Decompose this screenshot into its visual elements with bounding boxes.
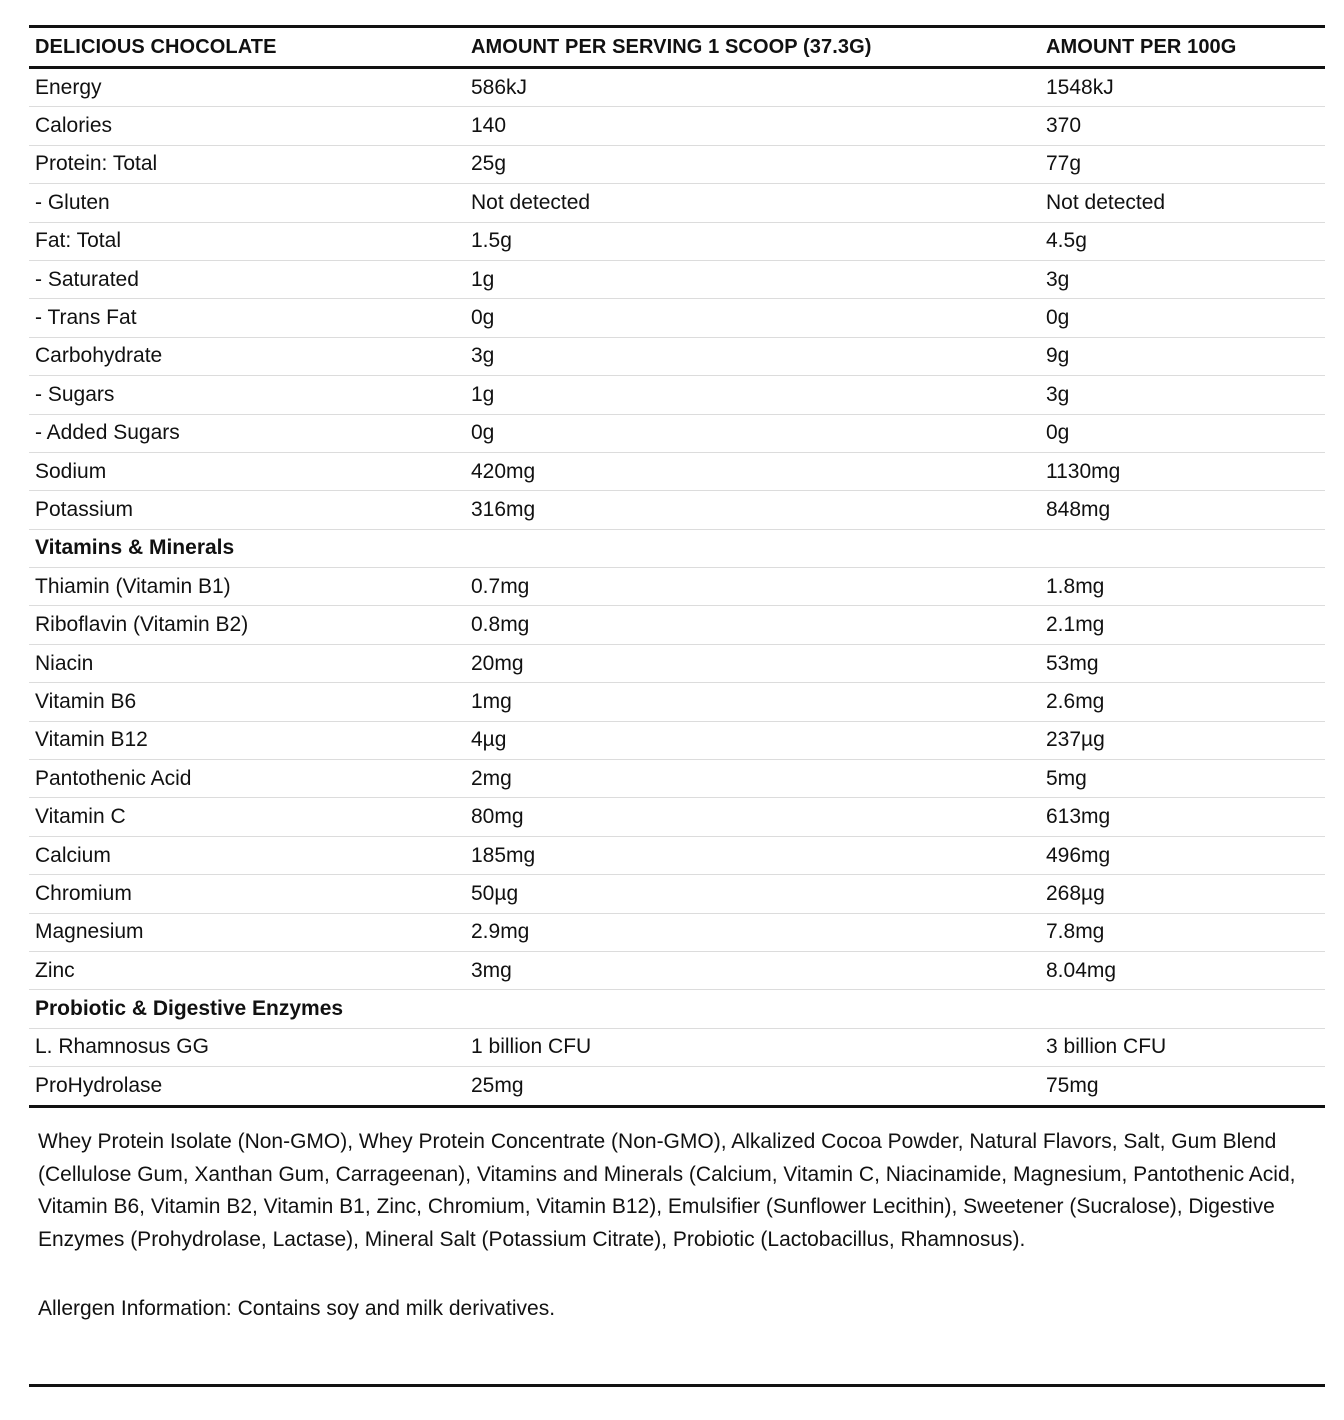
amount-per-serving: 3g [465,337,1040,375]
nutrition-table-body [29,68,1325,1107]
amount-per-100g: Not detected [1040,184,1325,222]
header-per-serving: AMOUNT PER SERVING 1 SCOOP (37.3G) [465,27,1040,68]
amount-per-100g: 0g [1040,299,1325,337]
amount-per-serving: 2.9mg [465,913,1040,951]
table-row [29,260,1325,298]
amount-per-100g: 53mg [1040,644,1325,682]
nutrient-name: - Added Sugars [29,414,465,452]
nutrient-name: - Saturated [29,260,465,298]
amount-per-serving: 185mg [465,836,1040,874]
amount-per-serving: 20mg [465,644,1040,682]
nutrient-name: Sodium [29,452,465,490]
amount-per-serving: 0g [465,414,1040,452]
nutrient-name: Energy [29,68,465,107]
table-header-row [29,27,1325,68]
amount-per-serving: 25mg [471,1073,524,1097]
amount-per-serving: 140 [465,107,1040,145]
table-row [29,145,1325,183]
table-row [29,222,1325,260]
amount-per-100g: 3g [1040,260,1325,298]
amount-per-serving: 1g [465,376,1040,414]
amount-per-100g: 0g [1040,414,1325,452]
amount-per-100g: 237µg [1040,721,1325,759]
nutrient-name: Fat: Total [29,222,465,260]
amount-per-serving: 1mg [465,683,1040,721]
table-row [29,1028,1325,1066]
amount-per-serving: 3mg [465,951,1040,989]
nutrient-name: Zinc [29,951,465,989]
table-row [29,299,1325,337]
table-row [29,414,1325,452]
nutrient-name: Calories [29,107,465,145]
amount-per-serving: Not detected [465,184,1040,222]
amount-per-serving: 0.7mg [465,568,1040,606]
amount-per-100g: 75mg [1046,1073,1099,1097]
section-row [29,529,1325,567]
amount-per-100g [1040,990,1325,1028]
amount-per-100g: 77g [1040,145,1325,183]
header-per-100g: AMOUNT PER 100G [1040,27,1325,68]
nutrient-name: - Gluten [29,184,465,222]
table-row [29,875,1325,913]
table-row [29,721,1325,759]
section-row [29,990,1325,1028]
nutrient-name: - Sugars [29,376,465,414]
table-row [29,491,1325,529]
nutrient-name: Pantothenic Acid [29,760,465,798]
table-row [29,760,1325,798]
table-row [29,913,1325,951]
amount-per-100g: 1548kJ [1040,68,1325,107]
table-row [29,337,1325,375]
amount-per-serving: 2mg [465,760,1040,798]
table-row [29,568,1325,606]
allergen-text: Allergen Information: Contains soy and milk derivatives. [38,1297,556,1320]
table-row [29,951,1325,989]
table-row [29,683,1325,721]
amount-per-serving: 0.8mg [465,606,1040,644]
amount-per-serving: 1 billion CFU [465,1028,1040,1066]
table-row [29,836,1325,874]
section-heading: Probiotic & Digestive Enzymes [29,990,465,1028]
amount-per-serving: 0g [465,299,1040,337]
nutrient-name: Vitamin B12 [29,721,465,759]
amount-per-100g: 268µg [1040,875,1325,913]
nutrient-name: Chromium [29,875,465,913]
nutrient-name: Vitamin C [29,798,465,836]
nutrient-name: Thiamin (Vitamin B1) [29,568,465,606]
nutrient-name: Magnesium [29,913,465,951]
amount-per-100g: 5mg [1040,760,1325,798]
amount-per-100g: 1130mg [1040,452,1325,490]
header-flavor: DELICIOUS CHOCOLATE [29,27,465,68]
amount-per-serving: 80mg [465,798,1040,836]
table-row [29,606,1325,644]
table-row [29,1067,1325,1106]
nutrient-name: Vitamin B6 [29,683,465,721]
nutrition-panel [29,25,1325,1108]
nutrient-name: - Trans Fat [29,299,465,337]
amount-per-serving: 420mg [465,452,1040,490]
amount-per-100g: 3 billion CFU [1040,1028,1325,1066]
table-row [29,184,1325,222]
amount-per-100g: 848mg [1040,491,1325,529]
amount-per-serving [465,990,1040,1028]
amount-per-serving: 1.5g [465,222,1040,260]
amount-per-100g: 3g [1040,376,1325,414]
table-row [29,644,1325,682]
ingredients-text: Whey Protein Isolate (Non-GMO), Whey Protein Concentrate (Non-GMO), Alkalized Cocoa Powder, Natural Flavors, Salt, Gum Blend (Cellulose Gum, Xanthan Gum, Carrageenan), Vitamins and Minerals (Calcium, Vitamin C, Niacinamide, Magnesium, Pantothenic Acid, Vitamin B6, Vitamin B2, Vitamin B1, Zinc, Chromium, Vitamin B12), Emulsifier (Sunflower Lecithin), Sweetener (Sucralose), Digestive Enzymes (Prohydrolase, Lactase), Mineral Salt (Potassium Citrate), Probiotic (Lactobacillus, Rhamnosus). [38,1130,1296,1251]
amount-per-100g: 8.04mg [1040,951,1325,989]
amount-per-serving: 4µg [465,721,1040,759]
nutrient-name: Carbohydrate [29,337,465,375]
nutrient-name: Protein: Total [29,145,465,183]
nutrient-name: L. Rhamnosus GG [29,1028,465,1066]
table-row [29,798,1325,836]
amount-per-100g: 370 [1040,107,1325,145]
amount-per-serving: 586kJ [465,68,1040,107]
amount-per-serving [465,529,1040,567]
table-row [29,107,1325,145]
amount-per-100g: 613mg [1040,798,1325,836]
amount-per-serving: 50µg [465,875,1040,913]
amount-per-100g: 9g [1040,337,1325,375]
table-row [29,452,1325,490]
nutrient-name: Riboflavin (Vitamin B2) [29,606,465,644]
bottom-divider [29,1384,1325,1387]
amount-per-100g: 2.6mg [1040,683,1325,721]
section-heading: Vitamins & Minerals [29,529,465,567]
amount-per-serving: 316mg [465,491,1040,529]
amount-per-serving: 25g [465,145,1040,183]
nutrient-name: Calcium [29,836,465,874]
nutrition-table [29,25,1325,1108]
amount-per-100g: 1.8mg [1040,568,1325,606]
amount-per-serving: 1g [465,260,1040,298]
nutrient-name: Niacin [29,644,465,682]
nutrient-name: ProHydrolase [35,1073,163,1097]
amount-per-100g [1040,529,1325,567]
table-row [29,68,1325,107]
amount-per-100g: 4.5g [1040,222,1325,260]
amount-per-100g: 7.8mg [1040,913,1325,951]
nutrient-name: Potassium [29,491,465,529]
amount-per-100g: 2.1mg [1040,606,1325,644]
table-row [29,376,1325,414]
amount-per-100g: 496mg [1040,836,1325,874]
